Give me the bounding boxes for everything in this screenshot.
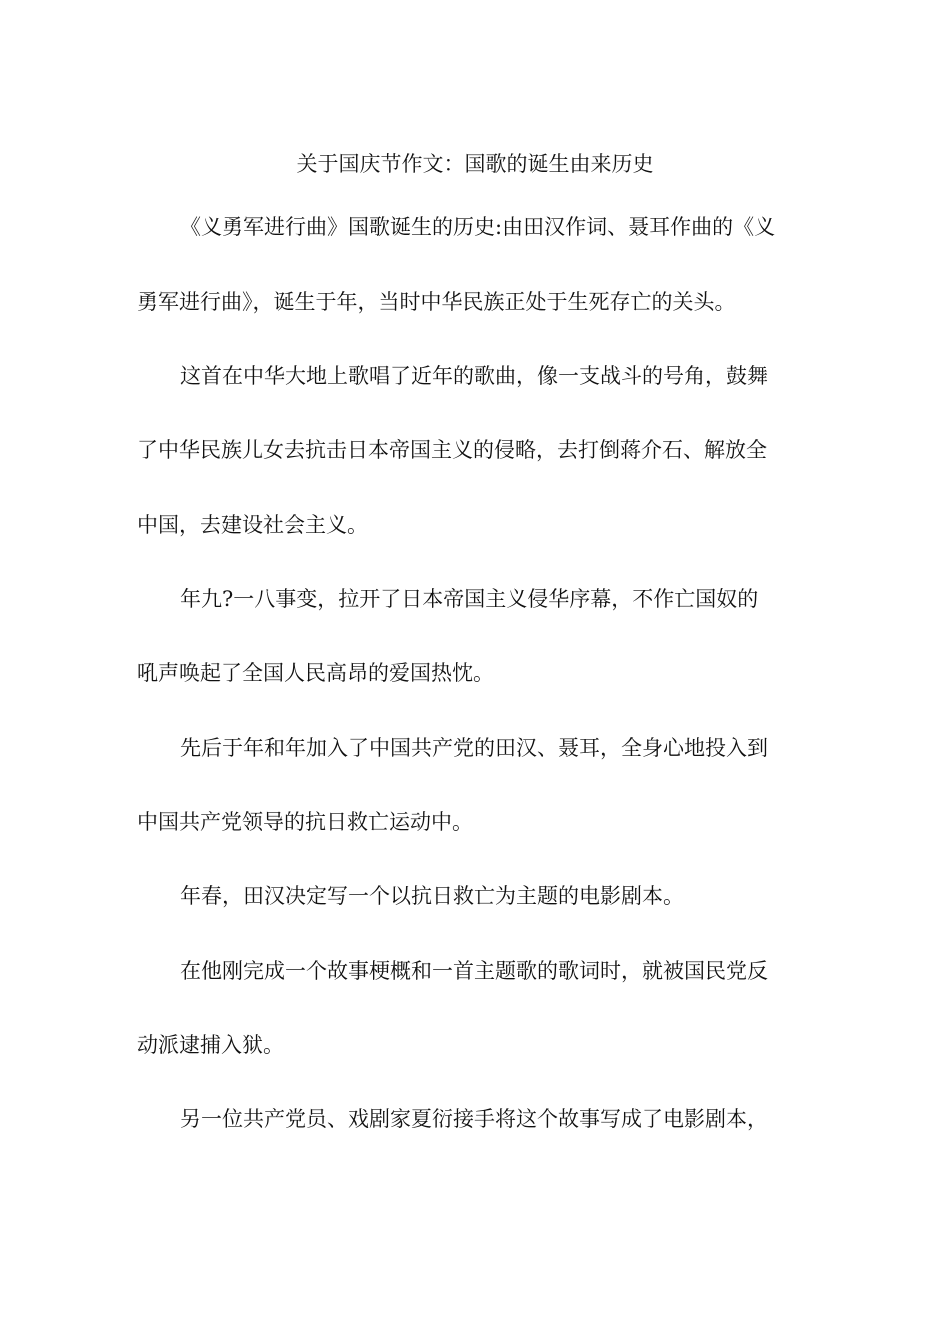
paragraph-line: 了中华民族儿女去抗击日本帝国主义的侵略，去打倒蒋介石、解放全 — [137, 438, 767, 462]
paragraph-line: 吼声唤起了全国人民高昂的爱国热忱。 — [137, 661, 494, 685]
paragraph-line: 年春，田汉决定写一个以抗日救亡为主题的电影剧本。 — [180, 884, 684, 908]
paragraph-line: 《义勇军进行曲》国歌诞生的历史:由田汉作词、聂耳作曲的《义 — [180, 215, 776, 239]
paragraph-line: 先后于年和年加入了中国共产党的田汉、聂耳，全身心地投入到 — [180, 736, 768, 760]
paragraph-line: 另一位共产党员、戏剧家夏衍接手将这个故事写成了电影剧本， — [180, 1107, 768, 1131]
paragraph-line: 年九?一八事变，拉开了日本帝国主义侵华序幕，不作亡国奴的 — [180, 587, 759, 611]
paragraph-line: 这首在中华大地上歌唱了近年的歌曲，像一支战斗的号角，鼓舞 — [180, 364, 768, 388]
paragraph-line: 中国，去建设社会主义。 — [137, 513, 368, 537]
paragraph-line: 动派逮捕入狱。 — [137, 1033, 284, 1057]
document-title: 关于国庆节作文：国歌的诞生由来历史 — [296, 152, 654, 176]
paragraph-line: 中国共产党领导的抗日救亡运动中。 — [137, 810, 473, 834]
paragraph-line: 在他刚完成一个故事梗概和一首主题歌的歌词时，就被国民党反 — [180, 959, 768, 983]
paragraph-line: 勇军进行曲》，诞生于年，当时中华民族正处于生死存亡的关头。 — [137, 290, 736, 314]
